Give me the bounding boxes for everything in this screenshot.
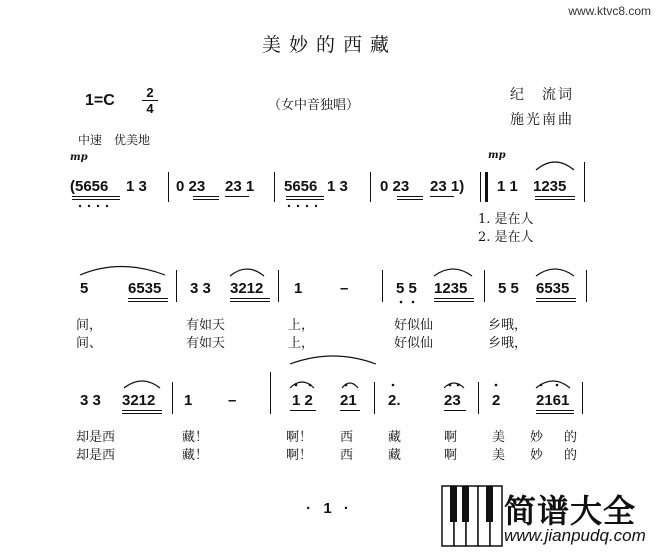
dynamic-mp-2: mp <box>488 150 506 161</box>
lyric: 却是西 <box>76 430 116 445</box>
note-group: 21 <box>340 392 357 409</box>
note-group: 3212 <box>122 392 156 409</box>
dynamic-mp-1: mp <box>70 152 88 163</box>
watermark-url: www.ktvc8.com <box>568 4 651 18</box>
lyric: 有如天 <box>186 318 226 333</box>
lyric: 间、 <box>76 336 103 351</box>
note-group: 2161 <box>536 392 570 409</box>
voice-type: （女中音独唱） <box>268 98 360 113</box>
note-group: 23 1) <box>430 178 465 195</box>
note-group: 5656 <box>284 178 318 195</box>
composer-credit: 施光南曲 <box>510 112 574 128</box>
note-group: 6535 <box>536 280 570 297</box>
lyric: 西 <box>340 448 354 463</box>
note-group: (5656 <box>70 178 109 195</box>
lyric: 上， <box>288 336 315 351</box>
lyric: 美 <box>492 448 506 463</box>
note-group: 3212 <box>230 280 264 297</box>
lyric: 妙 <box>530 448 544 463</box>
note-group: 1 3 <box>327 178 348 195</box>
note-group: 23 1 <box>225 178 255 195</box>
lyric: 好似仙 <box>394 318 434 333</box>
lyric: 乡哦， <box>488 336 528 351</box>
note-group: 0 23 <box>176 178 206 195</box>
lyric: 好似仙 <box>394 336 434 351</box>
note-group: 6535 <box>128 280 162 297</box>
song-title: 美妙的西藏 <box>261 34 397 56</box>
note-group: – <box>340 280 349 297</box>
lyric: 藏 <box>388 430 402 445</box>
note-group: 1 3 <box>126 178 147 195</box>
lyric-verse1-row1: 1. 是在人 <box>478 212 534 227</box>
lyric: 啊！ <box>286 430 313 445</box>
lyric: 藏 <box>388 448 402 463</box>
lyric: 美 <box>492 430 506 445</box>
lyric: 藏！ <box>182 430 209 445</box>
note-group: 23 <box>444 392 461 409</box>
note-group: 3 3 <box>80 392 101 409</box>
meter-top: 2 <box>146 85 154 100</box>
lyric: 有如天 <box>186 336 226 351</box>
note-group: 1235 <box>533 178 567 195</box>
note-group: 5 <box>80 280 89 297</box>
lyric: 啊！ <box>286 448 313 463</box>
note-group: 1235 <box>434 280 468 297</box>
note-group: 3 3 <box>190 280 211 297</box>
lyric: 却是西 <box>76 448 116 463</box>
lyric: 的 <box>564 448 578 463</box>
note-group: 1 1 <box>497 178 518 195</box>
note-group: – <box>228 392 237 409</box>
lyricist-credit: 纪 流词 <box>510 87 574 103</box>
page-number: · 1 · <box>306 500 353 517</box>
key-signature: 1=C <box>85 92 115 109</box>
note-group: 0 23 <box>380 178 410 195</box>
lyric: 妙 <box>530 430 544 445</box>
lyric: 藏！ <box>182 448 209 463</box>
lyric: 乡哦， <box>488 318 528 333</box>
tempo-marking: 中速 优美地 <box>78 133 151 147</box>
note-group: 1 <box>294 280 303 297</box>
lyric: 间， <box>76 318 103 333</box>
lyric: 西 <box>340 430 354 445</box>
lyric-verse2-row1: 2. 是在人 <box>478 230 534 245</box>
note-group: 1 2 <box>292 392 313 409</box>
note-group: 2. <box>388 392 401 409</box>
lyric: 上， <box>288 318 315 333</box>
note-group: 5 5 <box>396 280 417 297</box>
note-group: 5 5 <box>498 280 519 297</box>
logo-url: www.jianpudq.com <box>504 526 646 545</box>
lyric: 的 <box>564 430 578 445</box>
meter-bottom: 4 <box>146 101 154 116</box>
note-group: 2 <box>492 392 501 409</box>
logo-name: 简谱大全 <box>504 493 637 529</box>
lyric: 啊 <box>444 430 458 445</box>
note-group: 1 <box>184 392 193 409</box>
lyric: 啊 <box>444 448 458 463</box>
